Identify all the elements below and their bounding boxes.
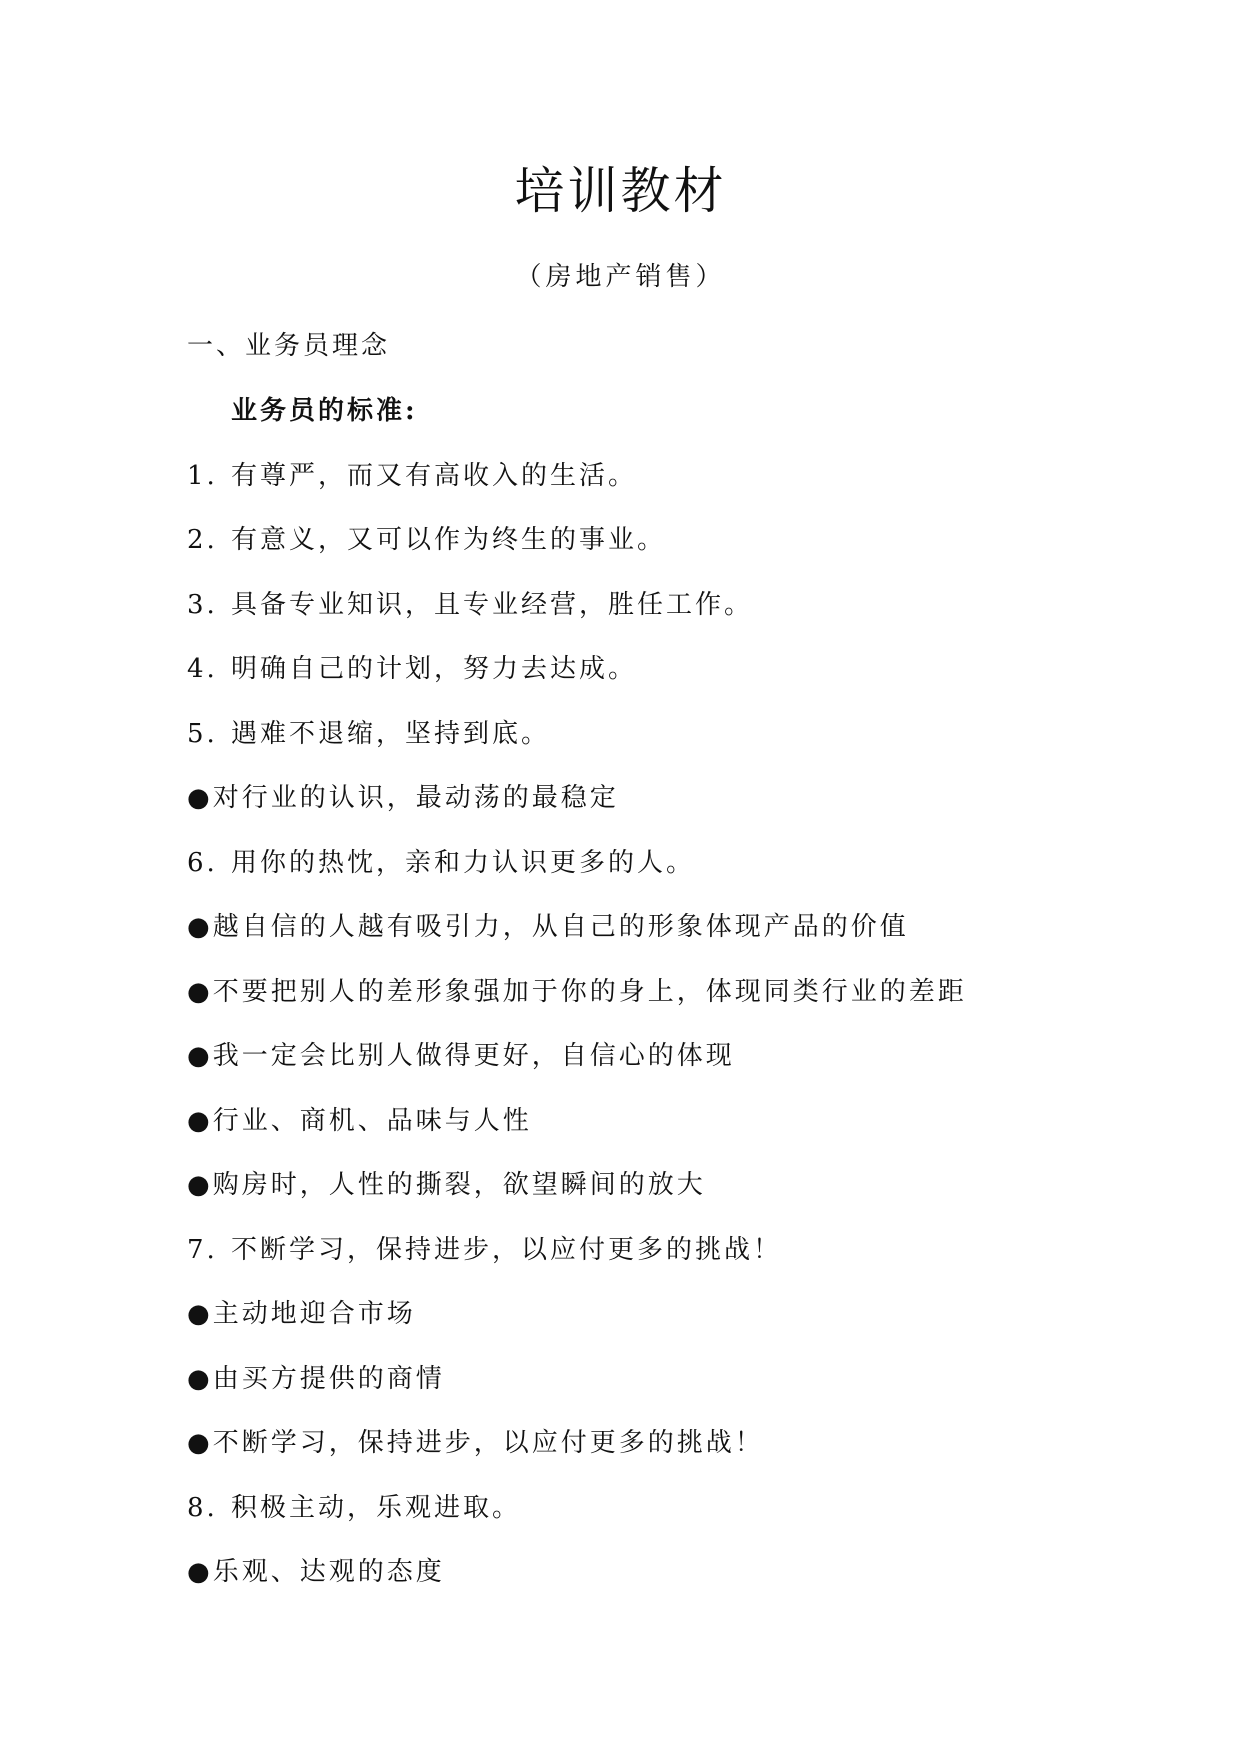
bullet-icon: ● (187, 1557, 213, 1587)
bullet-item (187, 979, 967, 1005)
item-text: 越自信的人越有吸引力，从自己的形象体现产品的价值 (212, 912, 909, 942)
list-item (187, 721, 550, 747)
item-text: 有意义，又可以作为终生的事业。 (231, 525, 667, 555)
item-number: 1. (187, 461, 218, 491)
item-text: 不断学习，保持进步，以应付更多的挑战！ (212, 1428, 764, 1458)
bullet-item (187, 785, 619, 811)
item-text: 行业、商机、品味与人性 (212, 1106, 532, 1136)
item-text: 对行业的认识，最动荡的最稳定 (212, 783, 619, 813)
bullet-icon: ● (187, 977, 213, 1007)
list-item (187, 1237, 782, 1263)
bullet-item (187, 1366, 445, 1392)
bullet-icon: ● (187, 783, 213, 813)
item-text: 乐观、达观的态度 (212, 1557, 445, 1587)
item-text: 积极主动，乐观进取。 (231, 1493, 522, 1523)
item-text: 主动地迎合市场 (212, 1299, 416, 1329)
list-item (187, 1495, 521, 1521)
bullet-item (187, 1043, 735, 1069)
item-text: 明确自己的计划，努力去达成。 (231, 654, 638, 684)
bullet-icon: ● (187, 1428, 213, 1458)
item-text: 遇难不退缩，坚持到底。 (231, 719, 551, 749)
document-title: 培训教材 (514, 162, 727, 220)
item-text: 用你的热忱，亲和力认识更多的人。 (231, 848, 696, 878)
item-text: 不要把别人的差形象强加于你的身上，体现同类行业的差距 (212, 977, 967, 1007)
list-item (187, 527, 666, 553)
item-number: 8. (187, 1493, 218, 1523)
bullet-icon: ● (187, 1041, 213, 1071)
list-item (187, 592, 753, 618)
item-number: 3. (187, 590, 218, 620)
item-text: 不断学习，保持进步，以应付更多的挑战！ (231, 1235, 783, 1265)
item-text: 购房时，人性的撕裂，欲望瞬间的放大 (212, 1170, 706, 1200)
bullet-icon: ● (187, 1364, 213, 1394)
item-text: 由买方提供的商情 (212, 1364, 445, 1394)
item-number: 5. (187, 719, 218, 749)
item-text: 我一定会比别人做得更好，自信心的体现 (212, 1041, 735, 1071)
list-item (187, 656, 637, 682)
bullet-item (187, 914, 909, 940)
bullet-icon: ● (187, 1106, 213, 1136)
item-number: 7. (187, 1235, 218, 1265)
document-subtitle: （房地产销售） (515, 262, 726, 292)
list-item (187, 850, 695, 876)
bullet-item (187, 1172, 706, 1198)
list-item (187, 463, 637, 489)
bullet-item (187, 1430, 764, 1456)
subheading: 业务员的标准: (231, 396, 418, 426)
item-text: 具备专业知识，且专业经营，胜任工作。 (231, 590, 754, 620)
item-number: 4. (187, 654, 218, 684)
bullet-icon: ● (187, 1299, 213, 1329)
bullet-icon: ● (187, 912, 213, 942)
item-number: 6. (187, 848, 218, 878)
bullet-icon: ● (187, 1170, 213, 1200)
item-text: 有尊严，而又有高收入的生活。 (231, 461, 638, 491)
bullet-item (187, 1108, 532, 1134)
bullet-item (187, 1301, 416, 1327)
section-heading: 一、业务员理念 (187, 331, 391, 361)
bullet-item (187, 1559, 445, 1585)
item-number: 2. (187, 525, 218, 555)
